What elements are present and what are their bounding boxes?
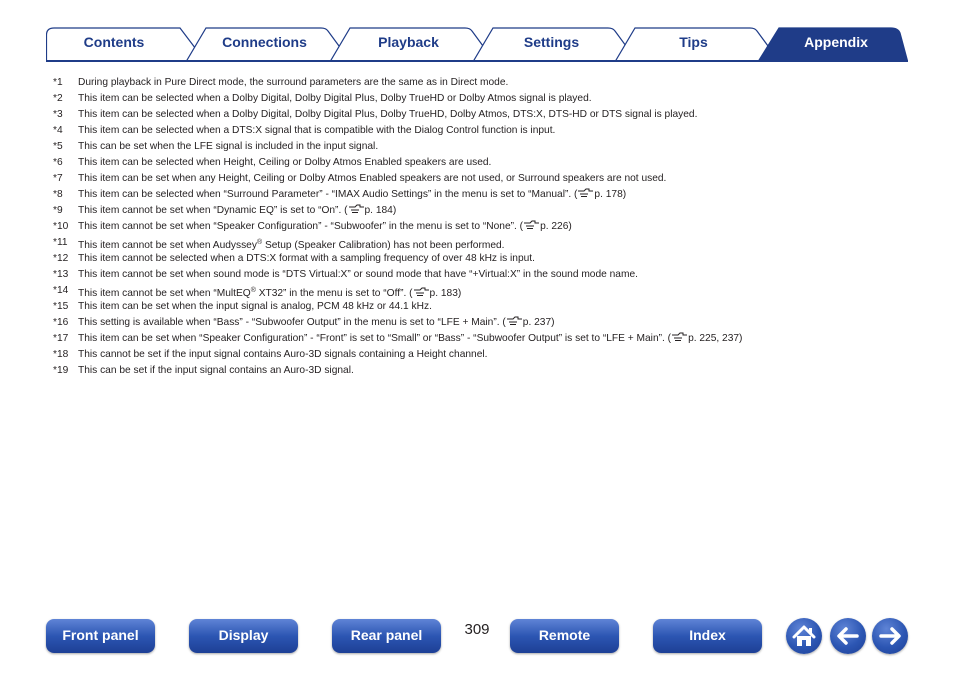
footnote-mark: *18 [53,349,69,360]
footnote-item [53,252,913,268]
button-label: Front panel [62,627,139,643]
footnote-item [53,284,913,300]
footnote-text: This item can be selected when Height, Ceiling or Dolby Atmos Enabled speakers are used. [78,157,492,168]
tab-contents[interactable] [46,27,206,60]
footnote-mark: *12 [53,253,69,264]
index-button[interactable] [653,619,762,653]
forward-button[interactable] [872,618,908,654]
button-label: Index [689,627,726,643]
remote-button[interactable] [510,619,619,653]
footnote-item [53,76,913,92]
footnote-item [53,348,913,364]
footnote-item [53,268,913,284]
footnote-mark: *6 [53,157,63,168]
footnote-item [53,108,913,124]
back-arrow-icon [830,618,866,654]
registered-mark: ® [256,239,263,246]
footnote-text: This item can be selected when “Surround Parameter” - “IMAX Audio Settings” in the menu is set to “Manual”. ( [78,189,578,200]
page-reference-link[interactable]: p. 237) [522,317,555,328]
footnote-text: This item cannot be set when Audyssey [78,240,257,251]
footnote-text-wrap [78,332,742,345]
footnote-text: This item cannot be set when “Dynamic EQ” is set to “On”. ( [78,205,348,216]
footnote-mark: *2 [53,93,63,104]
footnote-text: This setting is available when “Bass” - “Subwoofer Output” in the menu is set to “LFE + Main”. ( [78,317,506,328]
footnote-mark: *4 [53,125,63,136]
tab-label: Playback [378,34,439,50]
footnote-text: This item can be set when “Speaker Configuration” - “Front” is set to “Small” or “Bass” - “Subwoofer Output” is set to “LFE + Main”. ( [78,333,672,344]
footnote-item [53,92,913,108]
footnote-item [53,316,913,332]
footnote-mark: *3 [53,109,63,120]
footnote-text: This item can be selected when a DTS:X signal that is compatible with the Dialog Control function is input. [78,125,556,136]
footnote-text-wrap [78,220,572,233]
footnote-text: This can be set when the LFE signal is included in the input signal. [78,141,379,152]
footnote-text: This item cannot be set when “MultEQ [78,288,251,299]
tab-connections[interactable] [186,27,351,60]
tab-label: Tips [679,34,708,50]
home-button[interactable] [786,618,822,654]
page-reference-link[interactable]: p. 184) [364,205,397,216]
page-reference-icon [413,287,430,297]
rear-panel-button[interactable] [332,619,441,653]
tab-appendix[interactable] [758,27,908,60]
page-reference-link[interactable]: p. 226) [540,221,572,232]
footnote-text: This item can be set when any Height, Ceiling or Dolby Atmos Enabled speakers are not used, or Surround speakers are not used. [78,173,667,184]
tab-label: Contents [83,34,145,50]
back-button[interactable] [830,618,866,654]
page-reference-link[interactable]: p. 225, 237) [688,333,743,344]
footnote-item [53,220,913,236]
footnote-text: During playback in Pure Direct mode, the surround parameters are the same as in Direct mode. [78,77,509,88]
footnote-mark: *7 [53,173,63,184]
page-reference-link[interactable]: p. 183) [429,288,462,299]
page-reference-icon [348,204,365,214]
footnote-mark: *10 [53,221,69,232]
forward-arrow-icon [872,618,908,654]
footnote-text: This item can be selected when a Dolby Digital, Dolby Digital Plus, Dolby TrueHD, Dolby Atmos, DTS:X, DTS-HD or DTS signal is played. [78,109,698,120]
footnote-text: This cannot be set if the input signal contains Auro-3D signals containing a Height channel. [78,349,488,360]
page-reference-link[interactable]: p. 178) [594,189,627,200]
footnote-item [53,188,913,204]
footnote-item [53,204,913,220]
button-label: Remote [538,627,591,643]
footnote-item [53,332,913,348]
footnote-text: This item cannot be set when sound mode is “DTS Virtual:X” or sound mode that have “+Virtual:X” in the sound mode name. [78,269,638,280]
footnote-mark: *9 [53,205,63,216]
footnote-item [53,236,913,252]
footnote-mark: *11 [53,237,68,248]
footnote-text-wrap [78,316,555,329]
page-number: 309 [464,621,490,638]
footnote-item [53,140,913,156]
tab-settings[interactable] [473,27,638,60]
front-panel-button[interactable] [46,619,155,653]
footnote-mark: *14 [53,285,69,296]
tab-playback[interactable] [330,27,495,60]
footnote-text-wrap [78,284,461,300]
footnote-mark: *17 [53,333,69,344]
footnote-item [53,156,913,172]
page-reference-icon [523,220,540,230]
footnote-mark: *15 [53,301,69,312]
top-tab-bar [46,27,908,62]
page-reference-icon [577,188,594,198]
footnote-text: This item cannot be set when “Speaker Configuration” - “Subwoofer” in the menu is set to “None”. ( [78,221,524,232]
footnote-item [53,172,913,188]
footnote-mark: *13 [53,269,69,280]
button-label: Display [218,627,269,643]
footnote-text: This can be set if the input signal contains an Auro-3D signal. [78,365,354,376]
tab-label: Appendix [804,34,868,50]
footnote-mark: *16 [53,317,69,328]
footnote-text: This item can be set when the input signal is analog, PCM 48 kHz or 44.1 kHz. [78,301,432,312]
footnote-item [53,124,913,140]
registered-mark: ® [250,287,256,294]
button-label: Rear panel [350,627,423,643]
footnote-item [53,300,913,316]
home-icon [786,618,822,654]
footnote-item [53,364,913,380]
footnote-mark: *8 [53,189,63,200]
tab-underline [46,60,908,62]
footnote-text: This item can be selected when a Dolby Digital, Dolby Digital Plus, Dolby TrueHD or Dolby Atmos signal is played. [78,93,592,104]
footnote-mark: *5 [53,141,63,152]
footnote-text-wrap [78,204,396,217]
footnote-text: This item cannot be selected when a DTS:X format with a sampling frequency of over 48 kHz is input. [78,253,535,264]
page-reference-icon [506,316,523,326]
tab-tips[interactable] [615,27,780,60]
footnote-mark: *1 [53,77,63,88]
footnote-text-continued: XT32” in the menu is set to “Off”. ( [255,288,413,299]
footnote-text-wrap [78,236,505,252]
footnote-text-wrap [78,188,626,201]
footnote-mark: *19 [53,365,69,376]
footnote-text-continued: Setup (Speaker Calibration) has not been performed. [262,240,505,251]
display-button[interactable] [189,619,298,653]
footnote-list [53,76,913,380]
page-reference-icon [671,332,688,342]
tab-label: Settings [523,34,580,50]
tab-label: Connections [222,34,307,50]
